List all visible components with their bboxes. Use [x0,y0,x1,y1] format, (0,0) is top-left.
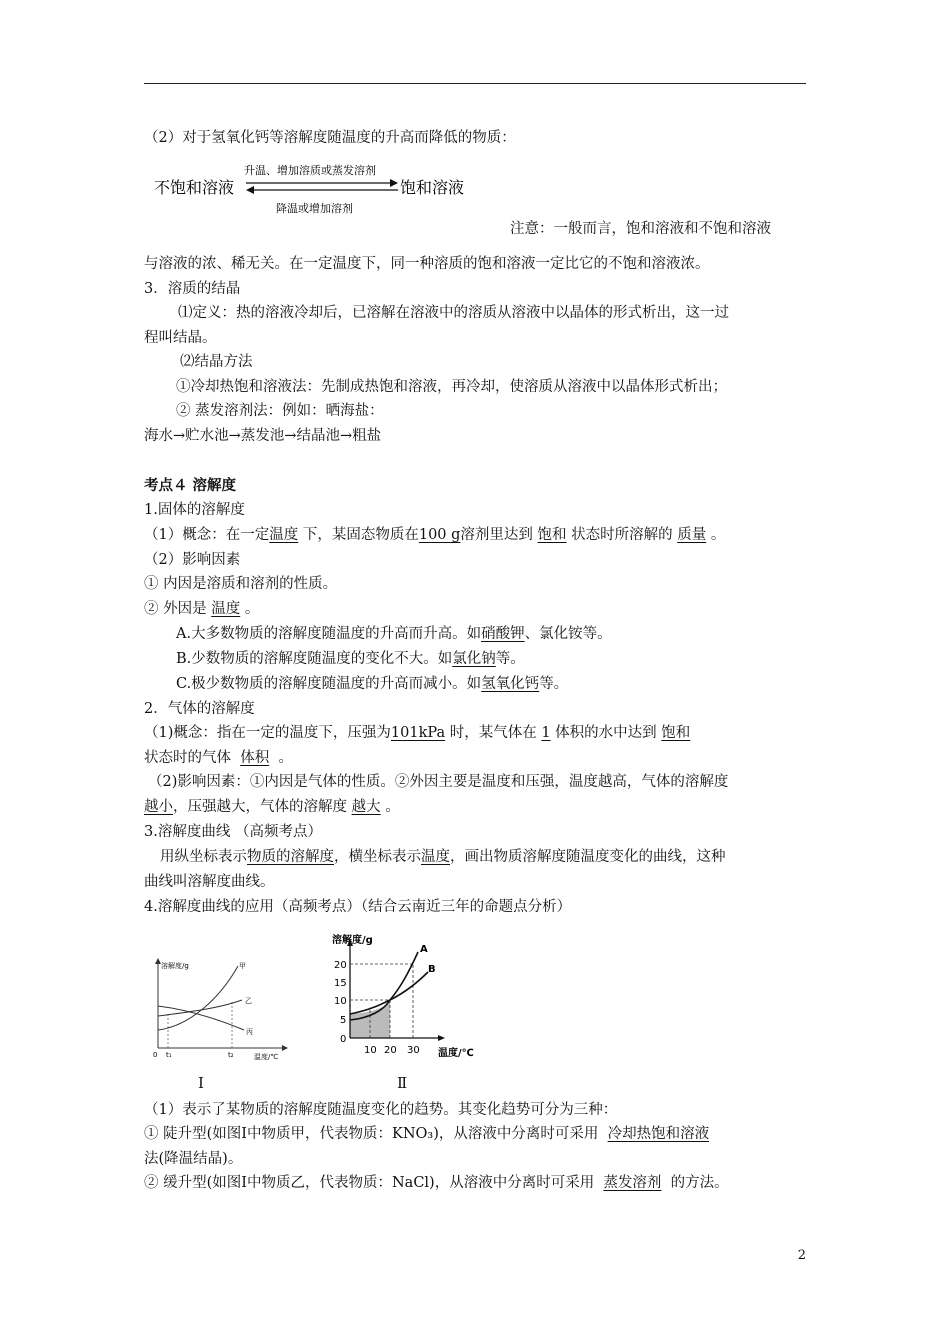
paragraph: 越小，压强越大，气体的溶解度 越大 。 [144,799,400,815]
diagram-left-label: 不饱和溶液 [154,178,235,197]
figure-2-solubility-chart [320,930,490,1062]
page-number: 2 [797,1248,806,1263]
section-heading: 3．溶质的结晶 [144,281,241,297]
x-axis-arrow [438,1035,445,1041]
figure-1-caption: Ⅰ [198,1074,204,1092]
section-heading: 2．气体的溶解度 [144,701,255,717]
concept-line: （1）概念：在一定温度 下，某固态物质在100 g溶剂里达到 饱和 状态时所溶解的 质量 。 [144,527,726,543]
y-axis-label: 溶解度/g [332,935,373,946]
paragraph: （1）表示了某物质的溶解度随温度变化的趋势。其变化趋势可分为三种： [144,1102,618,1118]
process-chain: 海水→贮水池→蒸发池→结晶池→粗盐 [144,428,382,444]
series-label-jia: 甲 [239,962,246,970]
series-label-a: A [420,944,428,955]
paragraph: ⑴定义：热的溶液冷却后，已溶解在溶液中的溶质从溶液中以晶体的形式析出，这一过 [178,305,729,321]
conversion-diagram [152,157,482,217]
blank-answer: 101kPa [390,725,446,741]
paragraph: （2)影响因素：①内因是气体的性质。②外因主要是温度和压强，温度越高，气体的溶解度 [148,774,729,790]
paragraph: B.少数物质的溶解度随温度的变化不大。如氯化钠等。 [176,651,525,667]
y-tick-10: 10 [334,996,347,1007]
x-axis-arrow [282,1045,288,1051]
paragraph: （2）影响因素 [144,552,241,568]
blank-answer: 1 [541,725,551,741]
blank-answer: 饱和 [661,725,691,741]
header-rule [144,83,806,84]
paragraph: ② 外因是 温度 。 [144,601,260,617]
x-axis-label: 温度/℃ [438,1048,474,1059]
paragraph: A.大多数物质的溶解度随温度的升高而升高。如硝酸钾、氯化铵等。 [176,626,612,642]
note-line-1: 注意：一般而言，饱和溶液和不饱和溶液 [510,221,771,237]
blank-answer: 体积 [240,750,270,766]
paragraph: （2）对于氢氧化钙等溶解度随温度的升高而降低的物质： [144,130,516,146]
blank-answer: 越大 [351,799,381,815]
paragraph: ⑵结晶方法 [180,354,253,370]
figure-1-solubility-chart [150,958,290,1062]
blank-answer: 100 g [418,527,461,543]
paragraph: ① 内因是溶质和溶剂的性质。 [144,576,338,592]
series-label-b: B [428,964,436,975]
y-tick-15: 15 [334,978,347,989]
paragraph: ① 陡升型(如图Ⅰ中物质甲，代表物质：KNO₃)，从溶液中分离时可采用 冷却热饱和溶液 [144,1126,710,1142]
tick-label-t2: t₂ [228,1051,234,1059]
y-axis-label: 溶解度/g [161,962,189,970]
topic-heading: 考点４ 溶解度 [144,478,237,494]
figure-2-caption: Ⅱ [397,1074,408,1092]
y-tick-0: 0 [340,1034,347,1045]
paragraph: C.极少数物质的溶解度随温度的升高而减小。如氢氧化钙等。 [176,676,569,692]
diagram-right-label: 饱和溶液 [400,178,465,197]
blank-answer: 饱和 [537,527,567,543]
paragraph: ①冷却热饱和溶液法：先制成热饱和溶液，再冷却，使溶质从溶液中以晶体形式析出； [176,379,727,395]
series-label-bing: 丙 [246,1028,253,1036]
section-heading: 1.固体的溶解度 [144,502,245,518]
blank-answer: 越小 [144,799,173,815]
paragraph: ② 蒸发溶剂法：例如：晒海盐： [176,403,384,419]
paragraph: 曲线叫溶解度曲线。 [144,874,275,890]
blank-answer: 冷却热饱和溶液 [607,1126,710,1142]
blank-answer: 质量 [677,527,707,543]
y-tick-20: 20 [334,960,347,971]
paragraph: （1)概念：指在一定的温度下，压强为101kPa 时，某气体在 1 体积的水中达到 饱和 [144,725,691,741]
paragraph: 程叫结晶。 [144,330,217,346]
x-axis-label: 温度/℃ [254,1053,279,1061]
origin-label: 0 [153,1051,158,1059]
blank-answer: 温度 [269,527,299,543]
paragraph: ② 缓升型(如图Ⅰ中物质乙，代表物质：NaCl)，从溶液中分离时可采用 蒸发溶剂 的方法。 [144,1175,729,1191]
y-tick-5: 5 [340,1015,347,1026]
x-tick-20: 20 [384,1045,397,1056]
section-heading: 4.溶解度曲线的应用（高频考点）（结合云南近三年的命题点分析） [144,899,572,915]
paragraph: 用纵坐标表示物质的溶解度，横坐标表示温度，画出物质溶解度随温度变化的曲线，这种 [160,849,726,865]
x-tick-10: 10 [364,1045,377,1056]
blank-answer: 蒸发溶剂 [603,1175,662,1191]
curve-jia [158,966,238,1030]
series-label-yi: 乙 [245,997,252,1005]
diagram-bottom-label: 降温或增加溶剂 [276,202,353,215]
blank-answer: 温度 [211,601,241,617]
paragraph: 状态时的气体 体积 。 [144,750,293,766]
note-line-2: 与溶液的浓、稀无关。在一定温度下，同一种溶质的饱和溶液一定比它的不饱和溶液浓。 [144,256,710,272]
forward-arrow-head [390,179,398,187]
diagram-top-label: 升温、增加溶质或蒸发溶剂 [244,164,376,177]
tick-label-t1: t₁ [166,1051,172,1059]
paragraph: 法(降温结晶)。 [144,1151,243,1167]
section-heading: 3.溶解度曲线 （高频考点） [144,824,322,840]
x-tick-30: 30 [407,1045,420,1056]
reverse-arrow-head [246,186,254,194]
